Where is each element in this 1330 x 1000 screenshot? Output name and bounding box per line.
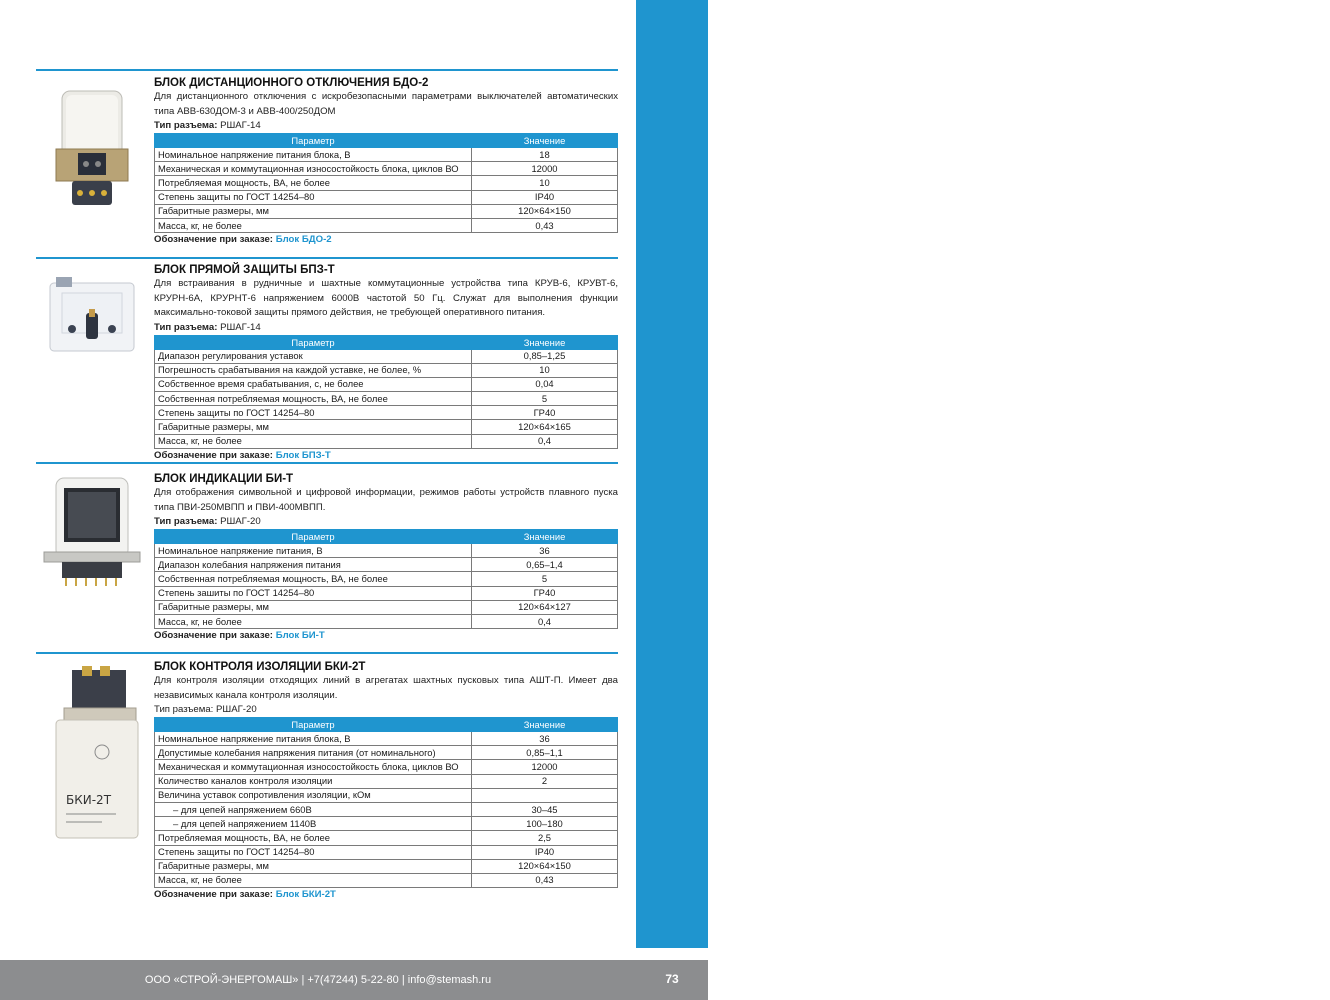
footer-contacts: ООО «СТРОЙ-ЭНЕРГОМАШ» | +7(47244) 5-22-80 | info@stemash.ru [144,974,492,986]
bki2t-description: Для контроля изоляции отходящих линий в агрегатах шахтных пусковых типа АШТ-П. Имеет два независимых канала контроля изоляции. [154,675,618,701]
value-cell: 30–45 [472,802,618,816]
bit-photo [42,474,142,589]
bit-spec-table [154,529,618,629]
table-header-row [155,134,618,148]
value-cell: ГР40 [472,406,618,420]
value-cell: 0,04 [472,377,618,391]
param-cell: Степень защиты по ГОСТ 14254–80 [155,406,472,420]
param-cell: – для цепей напряжением 1140В [155,817,472,831]
param-cell: Номинальное напряжение питания блока, В [155,732,472,746]
bdo2-spec-table [154,133,618,233]
bpzt-photo [42,269,142,359]
table-row [155,162,618,176]
bit-description: Для отображения символьной и цифровой информации, режимов работы устройств плавного пуска типа ПВИ-250МВПП и ПВИ-400МВПП. [154,487,618,513]
table-row [155,859,618,873]
value-cell: 0,43 [472,218,618,232]
param-cell: Допустимые колебания напряжения питания (от номинального) [155,746,472,760]
bit-title: БЛОК ИНДИКАЦИИ БИ-Т [154,473,294,485]
param-cell: Собственная потребляемая мощность, ВА, не более [155,572,472,586]
bdo2-title: БЛОК ДИСТАНЦИОННОГО ОТКЛЮЧЕНИЯ БДО-2 [154,77,429,89]
header-value: Значение [472,718,618,732]
value-cell: 120×64×165 [472,420,618,434]
value-cell: 5 [472,392,618,406]
table-row [155,788,618,802]
table-row [155,349,618,363]
param-cell: Номинальное напряжение питания блока, В [155,148,472,162]
bki2t-connector [154,703,618,717]
table-row [155,760,618,774]
value-cell: 0,85–1,25 [472,349,618,363]
table-row [155,600,618,614]
table-row [155,614,618,628]
param-cell: Потребляемая мощность, ВА, не более [155,176,472,190]
bpzt-title: БЛОК ПРЯМОЙ ЗАЩИТЫ БПЗ-Т [154,264,335,276]
param-cell: Габаритные размеры, мм [155,600,472,614]
header-param: Параметр [155,134,472,148]
bit-connector [154,515,618,529]
order-code: Блок БПЗ-Т [275,449,331,461]
bki2t-spec-table [154,717,618,888]
header-value: Значение [472,134,618,148]
param-cell: Масса, кг, не более [155,873,472,887]
param-cell: Масса, кг, не более [155,218,472,232]
bpzt-description: Для встраивания в рудничные и шахтные коммутационные устройства типа КРУВ-6, КРУВТ-6, КРУРН-6А, КРУРНТ-6 напряжением 6000В частотой 50 Гц. Служат для выполнения функции максимально-токовой защиты прямого действия, не требующей оперативного питания. [154,278,618,318]
connector-value: РШАГ-20 [216,704,257,715]
value-cell: 100–180 [472,817,618,831]
bki2t-photo [42,666,146,844]
table-row [155,732,618,746]
side-band [636,0,1325,948]
connector-value: РШАГ-14 [220,120,261,131]
param-cell: Масса, кг, не более [155,614,472,628]
param-cell: Величина уставок сопротивления изоляции, кОм [155,788,472,802]
value-cell: 120×64×150 [472,204,618,218]
section-divider [36,257,618,259]
bpzt-content [154,263,618,463]
param-cell: Степень защиты по ГОСТ 14254–80 [155,845,472,859]
section-divider [36,462,618,464]
bdo2-content [154,76,618,247]
table-row [155,802,618,816]
bdo2-order [154,233,618,247]
param-cell: Масса, кг, не более [155,434,472,448]
order-code: Блок БИ-Т [275,630,325,642]
bki2t-title: БЛОК КОНТРОЛЯ ИЗОЛЯЦИИ БКИ-2Т [154,661,366,673]
table-row [155,586,618,600]
connector-label: Тип разъема: [154,321,218,333]
table-row [155,420,618,434]
param-cell: Диапазон регулирования уставок [155,349,472,363]
value-cell: 0,85–1,1 [472,746,618,760]
order-label: Обозначение при заказе: [154,234,274,246]
bdo2-description: Для дистанционного отключения с искробезопасными параметрами выключателей автоматических типа АВВ-630ДОМ-3 и АВВ-400/250ДОМ [154,91,618,117]
connector-label: Тип разъема: [154,120,218,131]
connector-label: Тип разъема: [154,516,218,527]
section-divider [36,652,618,654]
bit-order [154,629,618,643]
bpzt-connector [154,321,618,335]
param-cell: Потребляемая мощность, ВА, не более [155,831,472,845]
value-cell: 0,4 [472,614,618,628]
value-cell: 12000 [472,162,618,176]
value-cell: 0,4 [472,434,618,448]
value-cell: ГР40 [472,586,618,600]
value-cell: 0,43 [472,873,618,887]
table-row [155,746,618,760]
page-footer [0,960,708,1000]
param-cell: Диапазон колебания напряжения питания [155,558,472,572]
param-cell: Номинальное напряжение питания, В [155,544,472,558]
table-row [155,363,618,377]
param-cell: Механическая и коммутационная износостойкость блока, циклов ВО [155,162,472,176]
param-cell: Габаритные размеры, мм [155,420,472,434]
table-header-row [155,718,618,732]
order-label: Обозначение при заказе: [154,889,274,901]
param-cell: Механическая и коммутационная износостойкость блока, циклов ВО [155,760,472,774]
header-param: Параметр [155,718,472,732]
table-row [155,558,618,572]
table-row [155,377,618,391]
value-cell: 2,5 [472,831,618,845]
value-cell: 10 [472,176,618,190]
header-value: Значение [472,530,618,544]
site-url-text: www.stemash.ru [1303,153,1325,337]
table-row [155,845,618,859]
table-row [155,831,618,845]
table-row [155,392,618,406]
value-cell: 36 [472,732,618,746]
order-label: Обозначение при заказе: [154,449,274,461]
table-row [155,190,618,204]
value-cell: 5 [472,572,618,586]
param-cell: Степень зашиты по ГОСТ 14254–80 [155,586,472,600]
value-cell: 36 [472,544,618,558]
value-cell: 2 [472,774,618,788]
table-row [155,817,618,831]
param-cell: Погрешность срабатывания на каждой уставке, не более, % [155,363,472,377]
value-cell: 12000 [472,760,618,774]
table-row [155,218,618,232]
company-logo-icon [1290,66,1330,106]
table-row [155,544,618,558]
page-number: 73 [665,972,679,986]
bdo2-photo [42,87,142,209]
value-cell [472,788,618,802]
bki2t-photo-label: БКИ-2Т [66,793,112,807]
table-row [155,434,618,448]
table-row [155,176,618,190]
order-label: Обозначение при заказе: [154,630,274,642]
param-cell: Собственное время срабатывания, с, не более [155,377,472,391]
table-row [155,406,618,420]
table-row [155,148,618,162]
value-cell: 18 [472,148,618,162]
bki2t-content [154,660,618,902]
bdo2-connector [154,119,618,133]
param-cell: – для цепей напряжением 660В [155,802,472,816]
param-cell: Габаритные размеры, мм [155,204,472,218]
value-cell: 0,65–1,4 [472,558,618,572]
param-cell: Собственная потребляемая мощность, ВА, не более [155,392,472,406]
header-value: Значение [472,335,618,349]
table-header-row [155,335,618,349]
header-param: Параметр [155,335,472,349]
table-header-row [155,530,618,544]
bpzt-spec-table [154,335,618,449]
param-cell: Степень защиты по ГОСТ 14254–80 [155,190,472,204]
table-row [155,873,618,887]
value-cell: IP40 [472,190,618,204]
table-row [155,572,618,586]
value-cell: 10 [472,363,618,377]
connector-value: РШАГ-14 [220,321,261,333]
order-code: Блок БКИ-2Т [275,889,336,901]
connector-value: РШАГ-20 [220,516,261,527]
bpzt-order [154,449,618,463]
value-cell: IP40 [472,845,618,859]
section-divider [36,69,618,71]
bki2t-order [154,888,618,902]
connector-label: Тип разъема: [154,704,214,715]
param-cell: Количество каналов контроля изоляции [155,774,472,788]
value-cell: 120×64×150 [472,859,618,873]
table-row [155,774,618,788]
header-param: Параметр [155,530,472,544]
order-code: Блок БДО-2 [275,234,332,246]
bit-content [154,472,618,643]
value-cell: 120×64×127 [472,600,618,614]
table-row [155,204,618,218]
param-cell: Габаритные размеры, мм [155,859,472,873]
site-url [1303,153,1325,337]
